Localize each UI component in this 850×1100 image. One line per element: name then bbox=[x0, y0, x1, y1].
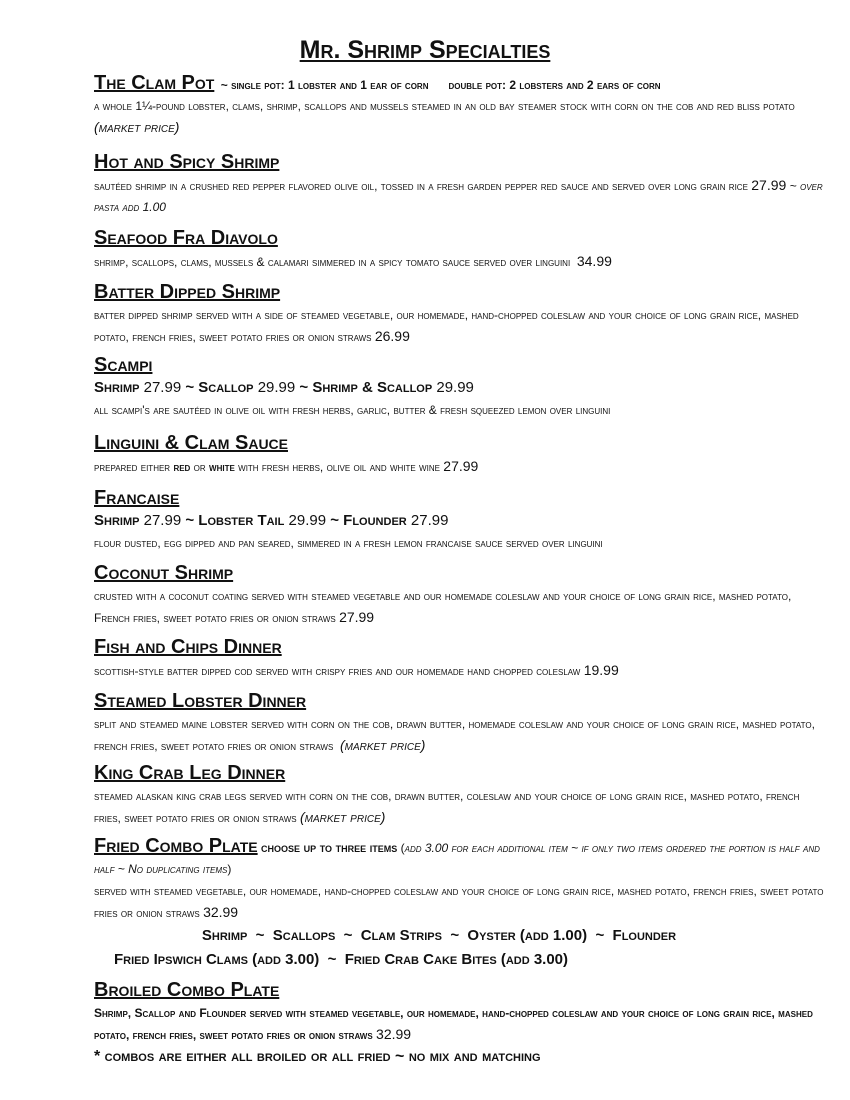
lobster-price: (market price) bbox=[339, 737, 426, 753]
fried-combo-price: 32.99 bbox=[203, 904, 239, 920]
fried-combo-items-1: Shrimp ~ Scallops ~ Clam Strips ~ Oyster (add 1.00) ~ Flounder bbox=[201, 927, 677, 944]
lobster-desc: split and steamed maine lobster served with corn on the cob, drawn butter, homemade coleslaw and your choice of long grain rice, mashed potato, french fries, sweet potato fries or onion straws (market price) bbox=[94, 717, 815, 753]
fried-combo-desc: served with steamed vegetable, our homemade, hand-chopped coleslaw and your choice of long grain rice, mashed potato, french fries, sweet potato fries or onion straws 32.99 bbox=[94, 884, 824, 920]
page-title: Mr. Shrimp Specialties bbox=[299, 36, 551, 64]
hot-spicy-section bbox=[94, 151, 824, 218]
scampi-options: Shrimp 27.99 ~ Scallop 29.99 ~ Shrimp & Scallop 29.99 bbox=[94, 379, 474, 396]
fish-chips-desc: scottish-style batter dipped cod served with crispy fries and our homemade hand chopped coleslaw 19.99 bbox=[94, 662, 619, 678]
scampi-section bbox=[94, 354, 824, 421]
linguini-price: 27.99 bbox=[443, 458, 479, 474]
fried-combo-section bbox=[94, 836, 824, 972]
king-crab-price: (market price) bbox=[299, 809, 386, 825]
broiled-combo-heading: Broiled Combo Plate bbox=[94, 979, 280, 1001]
coconut-section bbox=[94, 562, 824, 629]
hot-spicy-note: ~ over pasta add 1.00 bbox=[94, 179, 823, 214]
king-crab-desc: steamed alaskan king crab legs served with corn on the cob, drawn butter, coleslaw and your choice of long grain rice, mashed potato, french fries, sweet potato fries or onion straws (market price) bbox=[94, 789, 800, 825]
fra-diavolo-heading: Seafood Fra Diavolo bbox=[94, 227, 278, 249]
batter-dipped-section bbox=[94, 281, 824, 348]
hot-spicy-desc: sautéed shrimp in a crushed red pepper flavored olive oil, tossed in a fresh garden pepper red sauce and served over long grain rice 27.99 ~ over pasta add 1.00 bbox=[94, 177, 823, 214]
fish-chips-price: 19.99 bbox=[583, 662, 619, 678]
clam-pot-heading: The Clam Pot bbox=[94, 72, 215, 94]
king-crab-section bbox=[94, 762, 824, 829]
linguini-heading: Linguini & Clam Sauce bbox=[94, 432, 288, 454]
hot-spicy-heading: Hot and Spicy Shrimp bbox=[94, 151, 280, 173]
coconut-price: 27.99 bbox=[339, 609, 375, 625]
francaise-desc: flour dusted, egg dipped and pan seared, simmered in a fresh lemon francaise sauce served over linguini bbox=[94, 536, 603, 550]
coconut-desc: crusted with a coconut coating served with steamed vegetable and our homemade coleslaw and your choice of long grain rice, mashed potato, French fries, sweet potato fries or onion straws 27.99 bbox=[94, 589, 792, 625]
clam-pot-price: (market price) bbox=[94, 119, 180, 135]
francaise-heading: Francaise bbox=[94, 487, 180, 509]
francaise-options: Shrimp 27.99 ~ Lobster Tail 29.99 ~ Flounder 27.99 bbox=[94, 512, 449, 529]
fried-combo-header: Fried Combo Plate choose up to three items (add 3.00 for each additional item ~ if only two items ordered the portion is half and half ~ No duplicating items) bbox=[94, 835, 820, 876]
francaise-section bbox=[94, 487, 824, 554]
batter-dipped-price: 26.99 bbox=[374, 328, 410, 344]
coconut-heading: Coconut Shrimp bbox=[94, 562, 234, 584]
broiled-combo-price: 32.99 bbox=[376, 1026, 412, 1042]
hot-spicy-price: 27.99 bbox=[751, 177, 787, 193]
fried-combo-choose: choose up to three items bbox=[260, 840, 398, 855]
lobster-section bbox=[94, 690, 824, 757]
scampi-heading: Scampi bbox=[94, 354, 153, 376]
batter-dipped-heading: Batter Dipped Shrimp bbox=[94, 281, 281, 303]
clam-pot-sizes: ~ single pot: 1 lobster and 1 ear of corn double pot: 2 lobsters and 2 ears of corn bbox=[220, 78, 661, 92]
linguini-section bbox=[94, 432, 824, 478]
fish-chips-heading: Fish and Chips Dinner bbox=[94, 636, 282, 658]
broiled-combo-desc: Shrimp, Scallop and Flounder served with steamed vegetable, our homemade, hand-chopped coleslaw and your choice of long grain rice, mashed potato, french fries, sweet potato fries or onion straws 32.99 bbox=[94, 1006, 813, 1042]
batter-dipped-desc: batter dipped shrimp served with a side of steamed vegetable, our homemade, hand-chopped coleslaw and your choice of long grain rice, mashed potato, french fries, sweet potato fries or onion straws 26.99 bbox=[94, 308, 799, 344]
fra-diavolo-price: 34.99 bbox=[576, 253, 612, 269]
scampi-desc: all scampi's are sautéed in olive oil with fresh herbs, garlic, butter & fresh squeezed lemon over linguini bbox=[94, 403, 611, 417]
fried-combo-heading: Fried Combo Plate bbox=[94, 835, 258, 857]
clam-pot-section bbox=[94, 72, 824, 139]
clam-pot-desc: a whole 1¼-pound lobster, clams, shrimp, scallops and mussels steamed in an old bay steamer stock with corn on the cob and red bliss potato (market price) bbox=[94, 99, 795, 135]
fra-diavolo-desc: shrimp, scallops, clams, mussels & calamari simmered in a spicy tomato sauce served over linguini 34.99 bbox=[94, 253, 612, 269]
fish-chips-section bbox=[94, 636, 824, 682]
linguini-desc: prepared either red or white with fresh herbs, olive oil and white wine 27.99 bbox=[94, 458, 479, 474]
fra-diavolo-section bbox=[94, 227, 824, 273]
combo-footnote: * combos are either all broiled or all fried ~ no mix and matching bbox=[94, 1048, 541, 1065]
lobster-heading: Steamed Lobster Dinner bbox=[94, 690, 307, 712]
fried-combo-items-2: Fried Ipswich Clams (add 3.00) ~ Fried Crab Cake Bites (add 3.00) bbox=[114, 951, 569, 968]
broiled-combo-section bbox=[94, 979, 824, 1066]
king-crab-heading: King Crab Leg Dinner bbox=[94, 762, 286, 784]
fried-combo-note: add 3.00 for each additional item ~ if only two items ordered the portion is half and half ~ No duplicating items bbox=[94, 841, 820, 876]
